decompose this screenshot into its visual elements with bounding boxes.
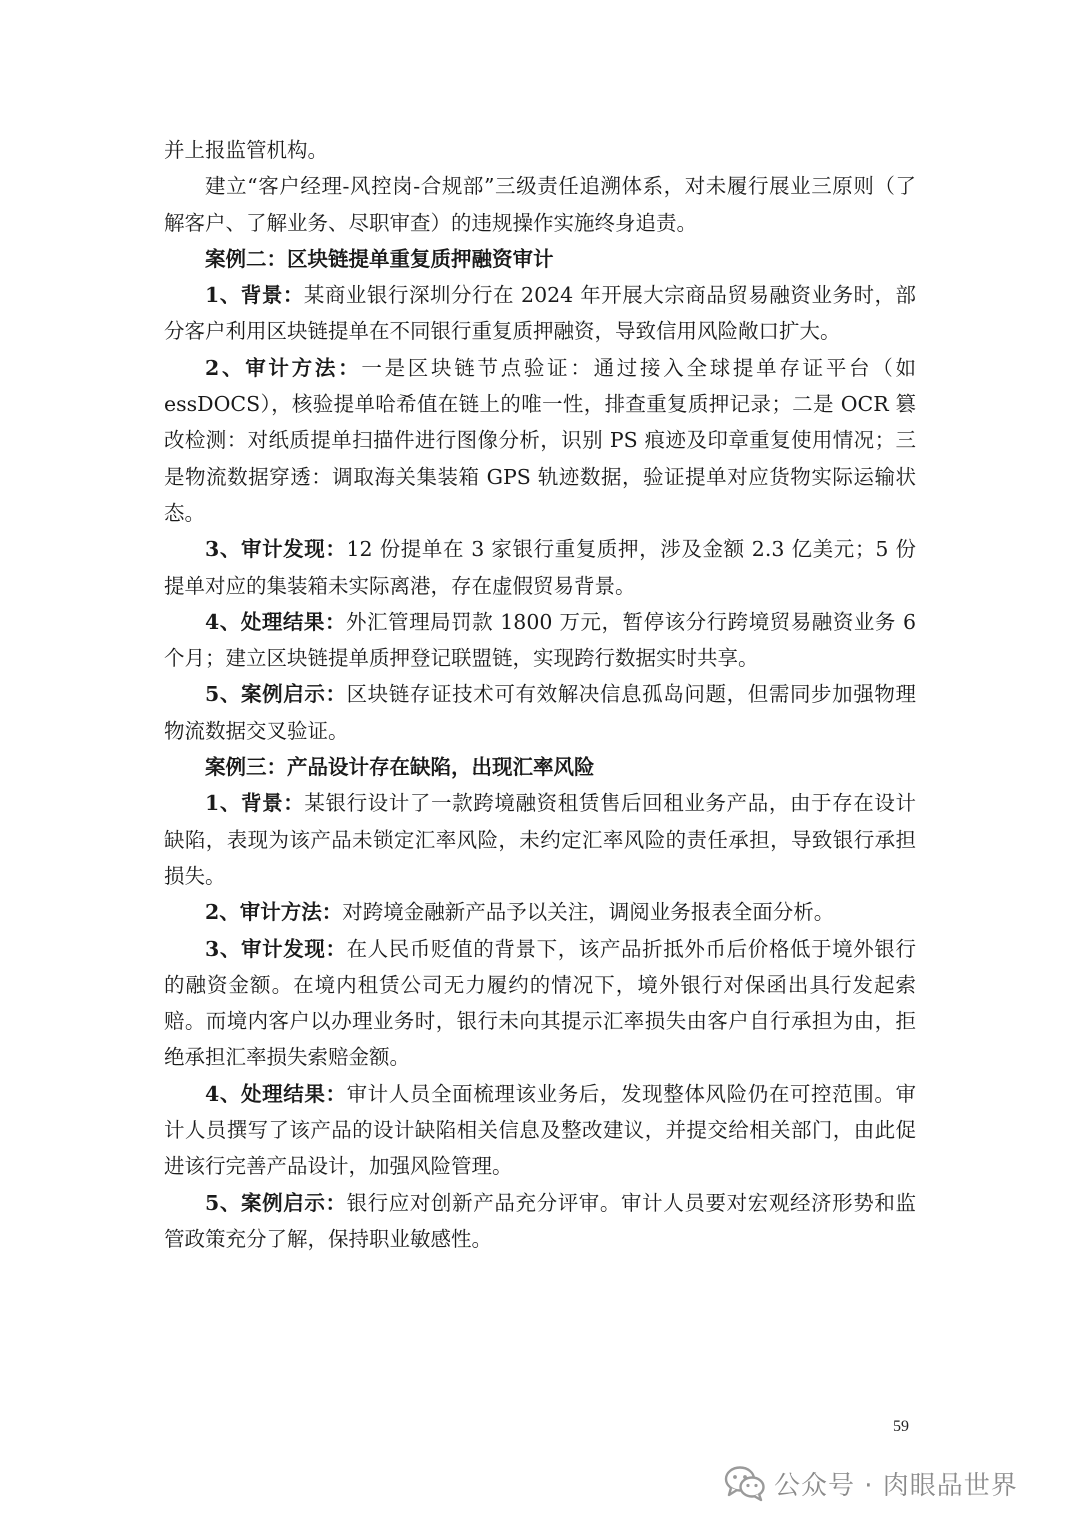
case-two-method-label: 2、审计方法： bbox=[205, 355, 362, 380]
case-three-result bbox=[164, 1076, 916, 1185]
case-two-result bbox=[164, 604, 916, 677]
paragraph-1-text: 并上报监管机构。 bbox=[164, 138, 328, 162]
case-three-method bbox=[164, 894, 916, 930]
case-two-background-text: 某商业银行深圳分行在 2024 年开展大宗商品贸易融资业务时，部分客户利用区块链提单在不同银行重复质押融资，导致信用风险敞口扩大。 bbox=[164, 283, 917, 344]
case-three-insight-text: 银行应对创新产品充分评审。审计人员要对宏观经济形势和监管政策充分了解，保持职业敏感性。 bbox=[164, 1190, 917, 1251]
watermark bbox=[724, 1457, 1018, 1509]
case-three-background-text: 某银行设计了一款跨境融资租赁售后回租业务产品，由于存在设计缺陷，表现为该产品未锁定汇率风险，未约定汇率风险的责任承担，导致银行承担损失。 bbox=[164, 791, 917, 888]
document-body bbox=[164, 132, 916, 1257]
case-two-result-label: 4、处理结果： bbox=[205, 609, 346, 634]
case-two-background bbox=[164, 277, 916, 350]
case-three-result-text: 审计人员全面梳理该业务后，发现整体风险仍在可控范围。审计人员撰写了该产品的设计缺陷相关信息及整改建议，并提交给相关部门，由此促进该行完善产品设计，加强风险管理。 bbox=[164, 1081, 917, 1179]
case-three-insight bbox=[164, 1185, 916, 1258]
case-two-insight-text: 区块链存证技术可有效解决信息孤岛问题，但需同步加强物理物流数据交叉验证。 bbox=[164, 682, 917, 743]
watermark-text: 公众号 · 肉眼品世界 bbox=[774, 1470, 1018, 1501]
case-two-background-label: 1、背景： bbox=[205, 283, 304, 308]
case-three-insight-label: 5、案例启示： bbox=[205, 1190, 347, 1215]
paragraph-1 bbox=[164, 132, 916, 168]
case-two-heading bbox=[164, 241, 916, 277]
case-three-heading-text: 案例三：产品设计存在缺陷，出现汇率风险 bbox=[205, 755, 595, 780]
case-three-method-text: 对跨境金融新产品予以关注，调阅业务报表全面分析。 bbox=[342, 900, 835, 925]
case-two-findings-text: 12 份提单在 3 家银行重复质押，涉及金额 2.3 亿美元；5 份提单对应的集装箱未实际离港，存在虚假贸易背景。 bbox=[164, 537, 916, 598]
paragraph-2-text: 建立“客户经理-风控岗-合规部”三级责任追溯体系，对未履行展业三原则（了解客户、了解业务、尽职审查）的违规操作实施终身追责。 bbox=[164, 174, 916, 235]
case-two-insight bbox=[164, 676, 916, 749]
case-two-method-text: 一是区块链节点验证：通过接入全球提单存证平台（如 essDOCS），核验提单哈希值在链上的唯一性，排查重复质押记录；二是 OCR 篡改检测：对纸质提单扫描件进行图像分析，识别 PS 痕迹及印章重复使用情况；三是物流数据穿透：调取海关集装箱 GPS 轨迹数据，验证提单对应货物实际运输状态。 bbox=[164, 355, 917, 525]
case-two-findings bbox=[164, 531, 916, 604]
page-number: 59 bbox=[893, 1418, 909, 1435]
case-three-method-label: 2、审计方法： bbox=[205, 900, 343, 925]
case-three-findings bbox=[164, 931, 916, 1076]
case-three-result-label: 4、处理结果： bbox=[205, 1081, 347, 1106]
case-three-heading bbox=[164, 749, 916, 785]
case-two-result-text: 外汇管理局罚款 1800 万元，暂停该分行跨境贸易融资业务 6 个月；建立区块链提单质押登记联盟链，实现跨行数据实时共享。 bbox=[164, 609, 917, 671]
paragraph-2 bbox=[164, 168, 916, 241]
case-two-insight-label: 5、案例启示： bbox=[205, 682, 347, 707]
case-three-findings-label: 3、审计发现： bbox=[205, 936, 347, 961]
wechat-icon bbox=[724, 1464, 766, 1502]
case-three-background bbox=[164, 785, 916, 894]
case-three-background-label: 1、背景： bbox=[205, 791, 305, 816]
case-two-findings-label: 3、审计发现： bbox=[205, 537, 347, 562]
case-two-method bbox=[164, 350, 916, 531]
case-two-heading-text: 案例二：区块链提单重复质押融资审计 bbox=[205, 246, 554, 271]
case-three-findings-text: 在人民币贬值的背景下，该产品折抵外币后价格低于境外银行的融资金额。在境内租赁公司无力履约的情况下，境外银行对保函出具行发起索赔。而境内客户以办理业务时，银行未向其提示汇率损失由客户自行承担为由，拒绝承担汇率损失索赔金额。 bbox=[164, 936, 917, 1070]
